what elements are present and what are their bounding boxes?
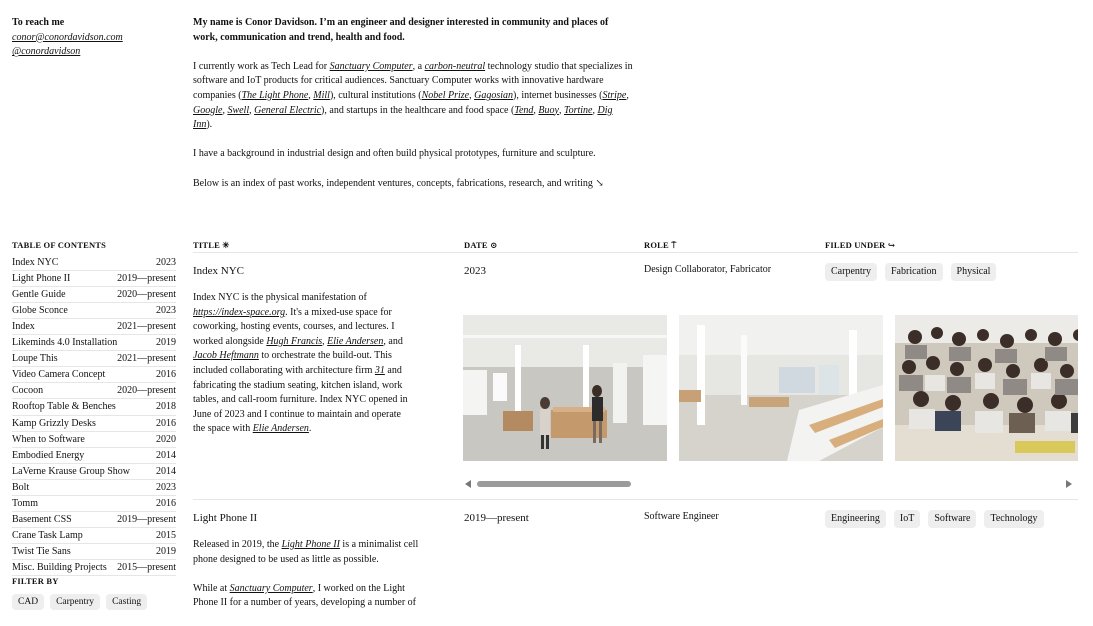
toc-item[interactable]: Kamp Grizzly Desks 2016 [12, 416, 176, 432]
scroll-left-icon[interactable] [465, 480, 471, 488]
tag-chip[interactable]: Carpentry [825, 263, 877, 281]
toc-item[interactable]: Index 2021—present [12, 319, 176, 335]
firm-31-link[interactable]: 31 [374, 364, 385, 376]
light-phone-link[interactable]: The Light Phone [241, 89, 309, 101]
stripe-link[interactable]: Stripe [602, 89, 627, 101]
general-electric-link[interactable]: General Electric [254, 104, 322, 116]
tag-chip[interactable]: IoT [894, 510, 920, 528]
index-space-link[interactable]: https://index-space.org [193, 306, 286, 318]
contact-heading: To reach me [12, 17, 65, 28]
toc-item[interactable]: Embodied Energy 2014 [12, 448, 176, 464]
jacob-heftmann-link[interactable]: Jacob Heftmann [193, 350, 259, 362]
contact-block [12, 16, 182, 60]
tag-chip[interactable]: Engineering [825, 510, 886, 528]
tag-chip[interactable]: Physical [951, 263, 997, 281]
project-title[interactable]: Index NYC [193, 265, 245, 277]
elie-andersen-link-2[interactable]: Elie Andersen [252, 423, 309, 435]
google-link[interactable]: Google [193, 104, 223, 116]
filter-chip-casting[interactable]: Casting [106, 594, 147, 610]
sanctuary-computer-link[interactable]: Sanctuary Computer [329, 60, 413, 72]
gallery-scrollbar[interactable] [463, 477, 1074, 491]
gallery-image-hall[interactable] [679, 315, 883, 461]
tend-link[interactable]: Tend [514, 104, 534, 116]
sanctuary-computer-link-2[interactable]: Sanctuary Computer [229, 582, 313, 594]
column-header-role[interactable]: ROLE ⍑ [644, 240, 677, 250]
toc-item[interactable]: Rooftop Table & Benches 2018 [12, 399, 176, 415]
table-row [193, 263, 1078, 493]
table-row [193, 510, 1078, 609]
project-date: 2023 [464, 265, 486, 277]
table-header [193, 238, 1078, 253]
project-tags [825, 510, 1044, 528]
project-role: Design Collaborator, Fabricator [644, 264, 772, 275]
toc-item[interactable]: Gentle Guide 2020—present [12, 287, 176, 303]
filter-chip-carpentry[interactable]: Carpentry [50, 594, 100, 610]
bio-paragraph-work: I currently work as Tech Lead for Sanctuary Computer, a carbon-neutral technology studio that specializes in software and IoT products for critical audiences. Sanctuary Computer works with innovative hardware companies (The Light Phone, Mill), cultural institutions (Nobel Prize, Gagosian), internet businesses (Stripe, Google, Swell, General Electric), and startups in the healthcare and food space (Tend, Buoy, Tortine, Dig Inn). [193, 60, 633, 131]
toc-item[interactable]: Loupe This 2021—present [12, 351, 176, 367]
toc-item[interactable]: Tomm 2016 [12, 496, 176, 512]
social-handle-link[interactable]: @conordavidson [12, 46, 81, 58]
email-link[interactable]: conor@conordavidson.com [12, 31, 123, 43]
buoy-link[interactable]: Buoy [538, 104, 559, 116]
toc-item[interactable]: Light Phone II 2019—present [12, 271, 176, 287]
project-tags [825, 263, 996, 281]
filter-heading: FILTER BY [12, 576, 59, 586]
project-description: Released in 2019, the Light Phone II is a minimalist cell phone designed to be used as little as possible. While at Sanctuary Computer, I worked on the Light Phone II for a number of years, developing a number of [193, 539, 419, 609]
bio-lead: My name is Conor Davidson. I’m an engineer and designer interested in community and places of work, communication and trend, health and food. [193, 17, 609, 43]
toc-item[interactable]: Globe Sconce 2023 [12, 303, 176, 319]
tortine-link[interactable]: Tortine [563, 104, 593, 116]
light-phone-ii-link[interactable]: Light Phone II [281, 539, 340, 550]
gallery-image-audience[interactable] [895, 315, 1078, 461]
scroll-track[interactable] [477, 481, 1060, 487]
tag-chip[interactable]: Software [928, 510, 976, 528]
toc-item[interactable]: Cocoon 2020—present [12, 383, 176, 399]
gagosian-link[interactable]: Gagosian [474, 89, 513, 101]
filter-section [12, 574, 182, 610]
scroll-right-icon[interactable] [1066, 480, 1072, 488]
hugh-francis-link[interactable]: Hugh Francis [266, 335, 323, 347]
filter-chip-cad[interactable]: CAD [12, 594, 44, 610]
toc-item[interactable]: LaVerne Krause Group Show 2014 [12, 464, 176, 480]
tag-chip[interactable]: Technology [984, 510, 1043, 528]
toc-item[interactable]: Likeminds 4.0 Installation 2019 [12, 335, 176, 351]
nobel-prize-link[interactable]: Nobel Prize [421, 89, 470, 101]
elie-andersen-link[interactable]: Elie Andersen [327, 335, 384, 347]
project-role: Software Engineer [644, 511, 719, 522]
toc-item[interactable]: Crane Task Lamp 2015 [12, 528, 176, 544]
row-divider [193, 499, 1078, 500]
toc-item[interactable]: Video Camera Concept 2016 [12, 367, 176, 383]
project-date: 2019—present [464, 512, 529, 524]
toc-item[interactable]: When to Software 2020 [12, 432, 176, 448]
toc-item[interactable]: Basement CSS 2019—present [12, 512, 176, 528]
table-of-contents [12, 238, 176, 576]
project-title[interactable]: Light Phone II [193, 512, 258, 524]
toc-item[interactable]: Index NYC 2023 [12, 255, 176, 271]
column-header-date[interactable]: DATE ⊙ [464, 240, 498, 250]
toc-item[interactable]: Misc. Building Projects 2015—present [12, 560, 176, 576]
project-table [193, 238, 1078, 609]
bio-paragraph-background: I have a background in industrial design and often build physical prototypes, furniture and sculpture. [193, 148, 596, 160]
mill-link[interactable]: Mill [313, 89, 330, 101]
bio-section [193, 16, 633, 206]
toc-item[interactable]: Twist Tie Sans 2019 [12, 544, 176, 560]
toc-item[interactable]: Bolt 2023 [12, 480, 176, 496]
dig-inn-link[interactable]: Dig Inn [193, 104, 613, 131]
scroll-thumb[interactable] [477, 481, 631, 487]
project-gallery[interactable] [463, 315, 1078, 462]
gallery-image-workshop[interactable] [463, 315, 667, 461]
tag-chip[interactable]: Fabrication [885, 263, 943, 281]
swell-link[interactable]: Swell [227, 104, 250, 116]
column-header-filed-under[interactable]: FILED UNDER ↪ [825, 240, 896, 250]
column-header-title[interactable]: TITLE ✳ [193, 240, 230, 250]
project-description: Index NYC is the physical manifestation of https://index-space.org. It's a mixed-use space for coworking, hosting events, courses, and lectures. I worked alongside Hugh Francis, Elie Andersen, and Jacob Heftmann to orchestrate the build-out. This included collaborating with architecture firm 31 and fabricating the stadium seating, kitchen island, work tables, and call-room furniture. Index NYC opened in June of 2023 and I continue to maintain and operate the space with Elie Andersen. [193, 292, 408, 435]
carbon-neutral-link[interactable]: carbon-neutral [424, 60, 486, 72]
bio-paragraph-index: Below is an index of past works, independent ventures, concepts, fabrications, research, and writing ↘ [193, 177, 604, 189]
toc-heading: TABLE OF CONTENTS [12, 240, 107, 250]
